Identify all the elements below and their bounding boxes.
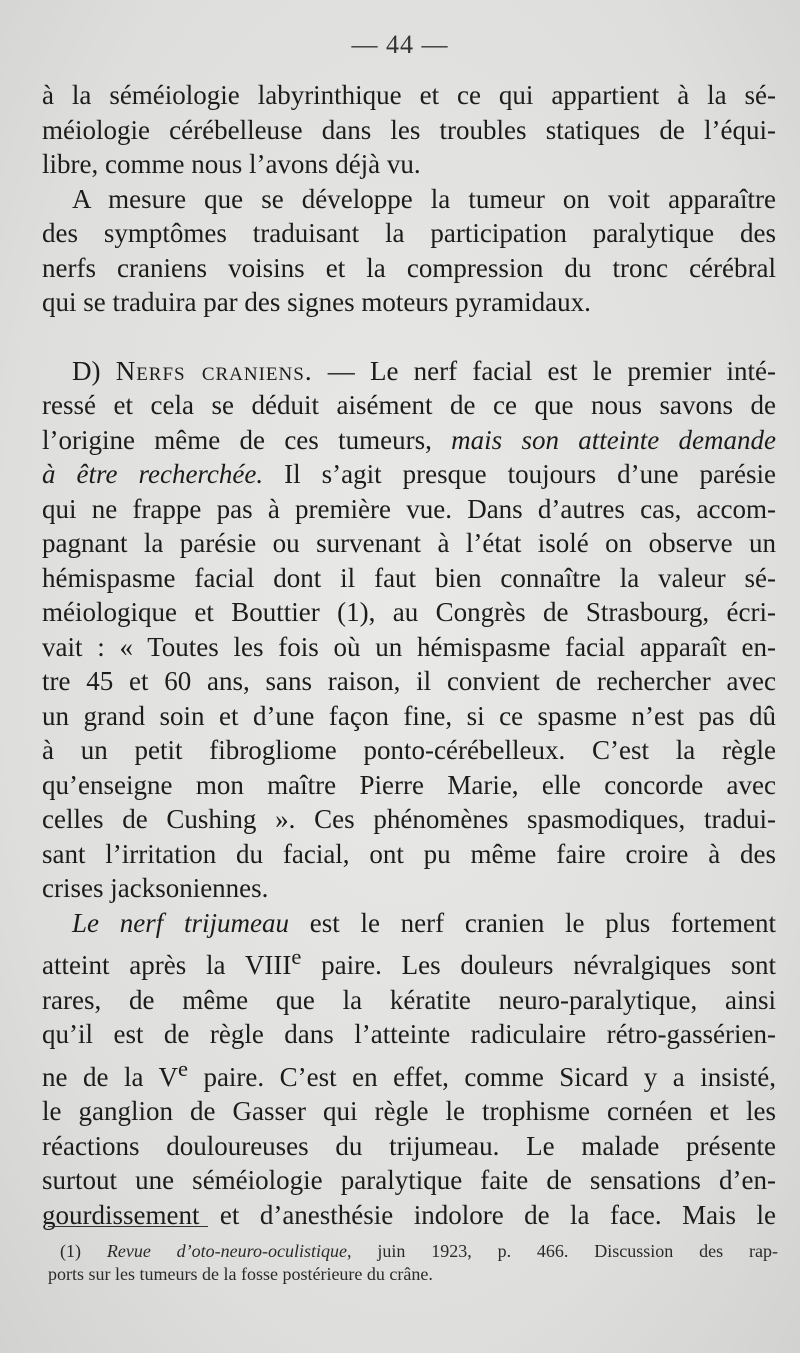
- text-line: tre 45 et 60 ans, sans raison, il convient de rechercher avec: [42, 666, 776, 696]
- section-gap: [42, 320, 776, 354]
- section-letter: D): [72, 355, 116, 386]
- superscript: e: [177, 1055, 188, 1081]
- superscript: e: [291, 944, 302, 969]
- footnote-marker: (1): [60, 1241, 107, 1261]
- text-line: qui se traduira par des signes moteurs pyramidaux.: [42, 287, 591, 317]
- italic-text: à être recherchée.: [42, 459, 264, 489]
- text-line: à la séméiologie labyrinthique et ce qui appartient à la sé-: [42, 80, 776, 110]
- text-line: libre, comme nous l’avons déjà vu.: [42, 149, 421, 179]
- text-line: à être recherchée. Il s’agit presque toujours d’une parésie: [42, 459, 777, 489]
- text-line: surtout une séméiologie paralytique faite de sensations d’en-: [42, 1165, 776, 1195]
- text-line: un grand soin et d’une façon fine, si ce spasme n’est pas dû: [42, 700, 776, 731]
- footnote-line: (1) Revue d’oto-neuro-oculistique, juin 1923, p. 466. Discussion des rap-: [60, 1241, 778, 1261]
- text-line: ne de la Ve paire. C’est en effet, comme Sicard y a insisté,: [42, 1055, 776, 1092]
- text-line: D) Nerfs craniens. — Le nerf facial est le premier inté-: [72, 355, 776, 386]
- text-line: nerfs craniens voisins et la compression du tronc cérébral: [42, 252, 776, 283]
- text-line: des symptômes traduisant la participation paralytique des: [42, 218, 776, 248]
- text-line: A mesure que se développe la tumeur on voit apparaître: [72, 183, 776, 214]
- footnote: [48, 1240, 778, 1286]
- text-line: le ganglion de Gasser qui règle le trophisme cornéen et les: [42, 1096, 776, 1126]
- text-line: à un petit fibrogliome ponto-cérébelleux. C’est la règle: [42, 735, 776, 765]
- footnote-divider: [48, 1226, 208, 1227]
- text-line: gourdissement et d’anesthésie indolore de la face. Mais le: [42, 1199, 776, 1230]
- text-line: pagnant la parésie ou survenant à l’état isolé on observe un: [42, 528, 776, 558]
- footnote-line: ports sur les tumeurs de la fosse postérieure du crâne.: [48, 1264, 433, 1284]
- text-line: atteint après la VIIIe paire. Les douleurs névralgiques sont: [42, 944, 776, 980]
- page-number: — 44 —: [351, 30, 449, 59]
- text-line: réactions douloureuses du trijumeau. Le malade présente: [42, 1130, 776, 1161]
- text-line: crises jacksoniennes.: [42, 873, 269, 903]
- italic-text: mais son atteinte demande: [451, 424, 776, 455]
- text-line: qu’enseigne mon maître Pierre Marie, elle concorde avec: [42, 769, 776, 800]
- section-heading: Nerfs craniens.: [115, 355, 313, 386]
- text-line: sant l’irritation du facial, ont pu même faire croire à des: [42, 838, 776, 869]
- italic-text: Le nerf trijumeau: [72, 907, 289, 938]
- text-line: qu’il est de règle dans l’atteinte radiculaire rétro-gassérien-: [42, 1019, 776, 1049]
- text-line: rares, de même que la kératite neuro-paralytique, ainsi: [42, 984, 776, 1015]
- text-line: Le nerf trijumeau est le nerf cranien le plus fortement: [72, 907, 776, 938]
- text-line: vait : « Toutes les fois où un hémispasme facial apparaît en-: [42, 631, 776, 662]
- main-text: [42, 78, 776, 1232]
- text-line: celles de Cushing ». Ces phénomènes spasmodiques, tradui-: [42, 804, 776, 834]
- text-line: ressé et cela se déduit aisément de ce que nous savons de: [42, 390, 776, 420]
- text-line: qui ne frappe pas à première vue. Dans d’autres cas, accom-: [42, 493, 776, 524]
- text-line: hémispasme facial dont il faut bien connaître la valeur sé-: [42, 562, 776, 593]
- text-line: l’origine même de ces tumeurs, mais son atteinte demande: [42, 424, 776, 455]
- text-line: méiologique et Bouttier (1), au Congrès de Strasbourg, écri-: [42, 597, 776, 627]
- text-line: méiologie cérébelleuse dans les troubles statiques de l’équi-: [42, 114, 776, 145]
- footnote-source: Revue d’oto-neuro-oculistique: [106, 1241, 347, 1261]
